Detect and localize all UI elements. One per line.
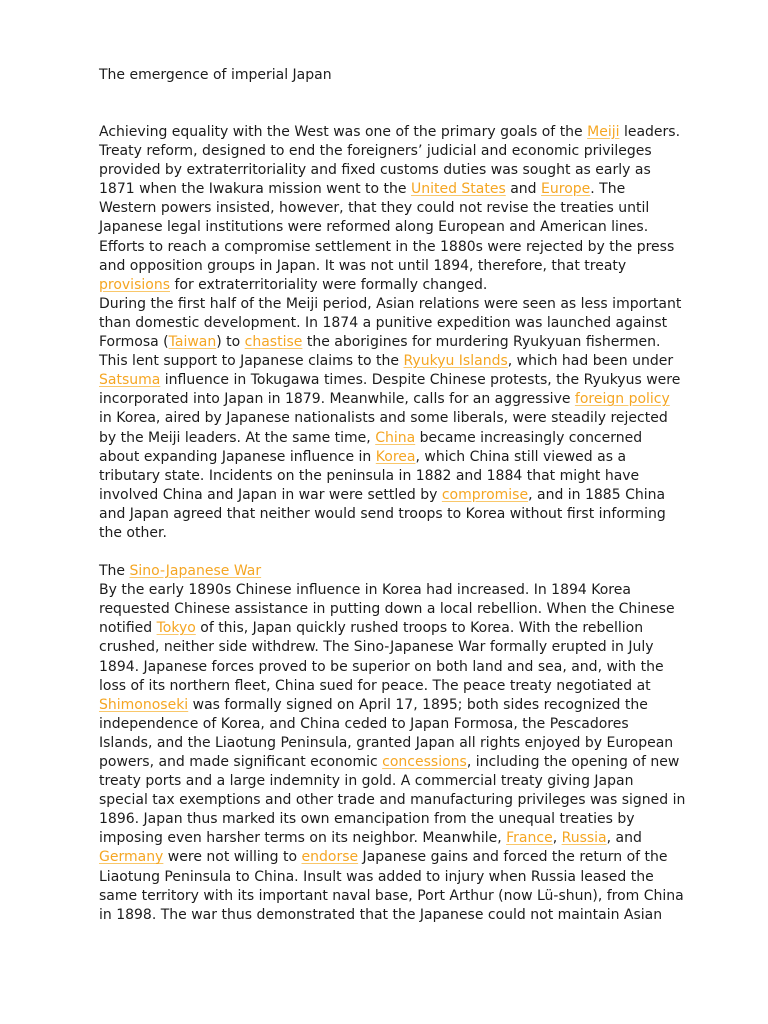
text-run: was formally signed on April 17, 1895; both sides recognized the independence of Korea, and China ceded to Japan Formosa, the Pescadores Islands, and the Liaotung Peninsula, granted Japan all rights enjoyed by European powers, and made significant economic bbox=[99, 696, 674, 770]
section-heading bbox=[99, 562, 686, 581]
heading-prefix: The bbox=[99, 563, 130, 580]
text-run: became increasingly concerned about expanding Japanese influence in bbox=[99, 429, 643, 465]
link-germany[interactable]: Germany bbox=[99, 849, 164, 866]
link-france[interactable]: France bbox=[506, 830, 553, 847]
link-endorse[interactable]: endorse bbox=[301, 849, 359, 866]
link-shimonoseki[interactable]: Shimonoseki bbox=[99, 696, 189, 713]
text-run: Achieving equality with the West was one of the primary goals of the bbox=[99, 124, 588, 140]
text-run: the aborigines for murdering Ryukyuan fishermen. This lent support to Japanese claims to the bbox=[99, 334, 661, 370]
paragraph-asian-relations bbox=[99, 295, 686, 543]
text-run: of this, Japan quickly rushed troops to Korea. With the rebellion crushed, neither side withdrew. The Sino-Japanese War formally erupted in July 1894. Japanese forces proved to be superior on both land and sea, and, with the loss of its northern fleet, China sued for peace. The peace treaty negotiated at bbox=[99, 620, 664, 694]
link-sino-japanese-war[interactable]: Sino-Japanese War bbox=[129, 563, 262, 580]
link-russia[interactable]: Russia bbox=[561, 830, 607, 847]
document-title: The emergence of imperial Japan bbox=[99, 67, 332, 83]
link-tokyo[interactable]: Tokyo bbox=[156, 620, 196, 637]
text-run: in Korea, aired by Japanese nationalists and some liberals, were steadily rejected by the Meiji leaders. At the same time, bbox=[99, 410, 668, 446]
link-chastise[interactable]: chastise bbox=[244, 334, 303, 351]
link-korea[interactable]: Korea bbox=[375, 448, 416, 465]
link-concessions[interactable]: concessions bbox=[382, 754, 467, 770]
link-taiwan[interactable]: Taiwan bbox=[168, 334, 217, 351]
text-run: were not willing to bbox=[163, 849, 302, 866]
link-satsuma[interactable]: Satsuma bbox=[99, 372, 161, 389]
link-foreign-policy[interactable]: foreign policy bbox=[574, 391, 670, 408]
text-run: , and bbox=[606, 830, 642, 847]
paragraph-treaty-reform bbox=[99, 123, 686, 295]
text-run: and bbox=[505, 181, 542, 198]
text-run: leaders. Treaty reform, designed to end the foreigners’ judicial and economic privileges provided by extraterritoriality and fixed customs duties was sought as early as 1871 when the Iwakura mission went to the bbox=[99, 124, 681, 198]
text-run: , including the opening of new treaty ports and a large indemnity in gold. A commercial treaty giving Japan special tax exemptions and other trade and manufacturing privileges was signed in 1896. Japan thus marked its own emancipation from the unequal treaties by imposing even harsher terms on its neighbor. Meanwhile, bbox=[99, 754, 686, 847]
text-run: . The Western powers insisted, however, that they could not revise the treaties until Japanese legal institutions were reformed along European and American lines. Efforts to reach a compromise settlement in the 1880s were rejected by the press and opposition groups in Japan. It was not until 1894, therefore, that treaty bbox=[99, 181, 675, 274]
link-china[interactable]: China bbox=[375, 429, 416, 446]
link-ryukyu-islands[interactable]: Ryukyu Islands bbox=[403, 353, 508, 370]
paragraph-sino-japanese-war bbox=[99, 581, 686, 925]
text-run: By the early 1890s Chinese influence in Korea had increased. In 1894 Korea requested Chinese assistance in putting down a local rebellion. When the Chinese notified bbox=[99, 582, 675, 637]
link-united-states[interactable]: United States bbox=[410, 181, 506, 198]
link-meiji[interactable]: Meiji bbox=[587, 124, 620, 140]
text-run: , bbox=[552, 830, 562, 847]
text-run: influence in Tokugawa times. Despite Chinese protests, the Ryukyus were incorporated into Japan in 1879. Meanwhile, calls for an aggressive bbox=[99, 372, 681, 408]
text-run: , which China still viewed as a tributary state. Incidents on the peninsula in 1882 and 1884 that might have involved China and Japan in war were settled by bbox=[99, 448, 640, 503]
link-provisions[interactable]: provisions bbox=[99, 276, 170, 293]
text-run: ) to bbox=[216, 334, 245, 351]
paragraph-spacer bbox=[99, 543, 686, 562]
text-run: During the first half of the Meiji period, Asian relations were seen as less important than domestic development. In 1874 a punitive expedition was launched against Formosa ( bbox=[99, 295, 682, 351]
link-compromise[interactable]: compromise bbox=[441, 486, 529, 503]
link-europe[interactable]: Europe bbox=[541, 181, 591, 198]
text-run: for extraterritoriality were formally changed. bbox=[170, 276, 488, 293]
text-run: Japanese gains and forced the return of the Liaotung Peninsula to China. Insult was added to injury when Russia leased the same territory with its important naval base, Port Arthur (now Lü-shun), from China in 1898. The war thus demonstrated that the Japanese could not maintain Asian bbox=[99, 849, 684, 923]
text-run: , which had been under bbox=[507, 353, 674, 370]
text-run: , and in 1885 China and Japan agreed that neither would send troops to Korea without first informing the other. bbox=[99, 486, 666, 541]
